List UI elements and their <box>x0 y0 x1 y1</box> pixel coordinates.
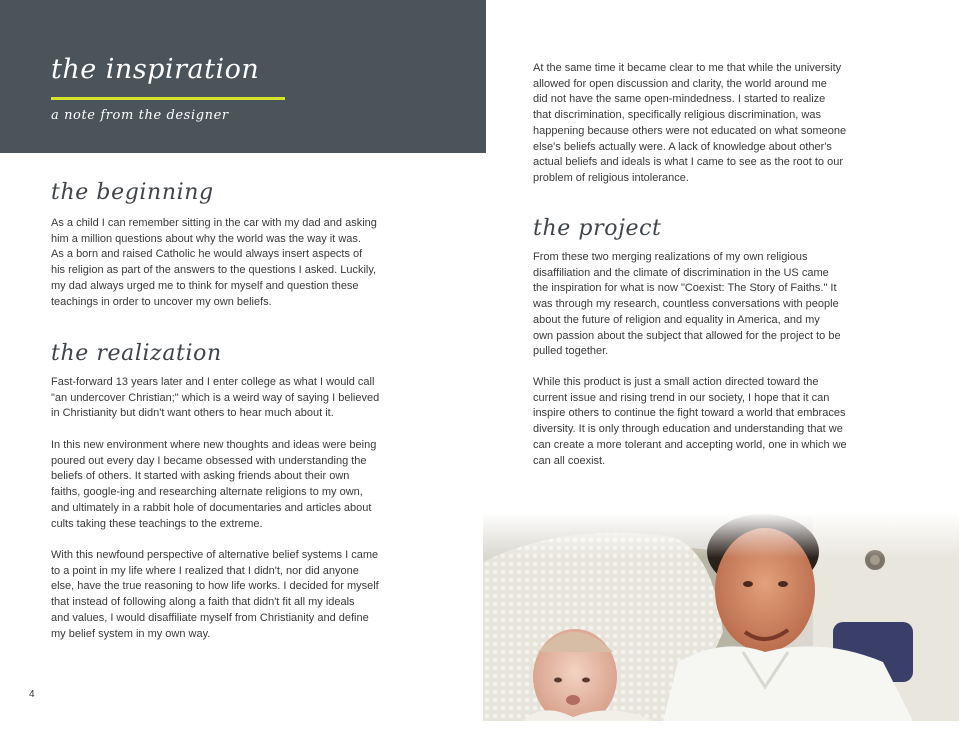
paragraph-beginning <box>51 216 377 310</box>
text-line: As a born and raised Catholic he would always insert aspects of <box>51 248 363 261</box>
text-line: faiths, google-ing and researching alternate religions to my own, <box>51 486 363 499</box>
text-line: At the same time it became clear to me that while the university <box>533 62 842 74</box>
text-line: can all coexist. <box>533 454 606 467</box>
text-line: was through my research, countless conversations with people <box>533 298 839 311</box>
paragraph-intro-right <box>533 61 846 187</box>
text-line: As a child I can remember sitting in the car with my dad and asking <box>51 217 377 229</box>
page-number: 4 <box>29 689 35 700</box>
text-line: In this new environment where new thoughts and ideas were being <box>51 439 377 451</box>
text-line: "an undercover Christian;" which is a weird way of saying I believed <box>51 391 380 404</box>
page-title: the inspiration <box>51 54 260 85</box>
text-line: With this newfound perspective of alternative belief systems I came <box>51 549 379 561</box>
text-line: the inspiration for what is now "Coexist: The Story of Faiths." It <box>533 282 837 295</box>
page-subtitle: a note from the designer <box>51 108 229 123</box>
text-line: diversity. It is only through education and understanding that we <box>533 423 843 436</box>
text-line: else, have the true reasoning to how life works. I decided for myself <box>51 580 379 593</box>
text-line: that instead of following along a faith that didn't fit all my ideals <box>51 596 355 609</box>
text-line: teachings in order to uncover my own beliefs. <box>51 295 272 308</box>
paragraph-realization-2 <box>51 438 376 532</box>
text-line: and values, I would disaffiliate myself from Christianity and define <box>51 611 369 624</box>
family-photo <box>483 512 959 721</box>
paragraph-realization-3 <box>51 548 379 642</box>
text-line: allowed for open discussion and clarity, the world around me <box>533 77 827 90</box>
text-line: own passion about the subject that allowed for the project to be <box>533 329 841 342</box>
text-line: to a point in my life where I realized that I didn't, nor did anyone <box>51 564 359 577</box>
text-line: about the future of religion and equality in America, and my <box>533 313 820 326</box>
text-line: inspire others to continue the fight toward a world that embraces <box>533 407 846 420</box>
text-line: current issue and rising trend in our society, I hope that it can <box>533 391 830 404</box>
text-line: my belief system in my own way. <box>51 627 211 640</box>
paragraph-project-1 <box>533 250 841 360</box>
text-line: happening because others were not educated on what someone <box>533 124 847 137</box>
accent-rule <box>51 97 285 100</box>
text-line: in Christianity but didn't want others to hear much about it. <box>51 407 334 420</box>
paragraph-project-2 <box>533 375 847 469</box>
text-line: disaffiliation and the climate of discrimination in the US came <box>533 266 829 279</box>
text-line: did not have the same open-mindedness. I started to realize <box>533 93 826 106</box>
text-line: actual beliefs and ideals is what I came to see as the root to our <box>533 156 844 169</box>
text-line: else's beliefs actually were. A lack of knowledge about other's <box>533 140 832 153</box>
text-line: cults taking these teachings to the extreme. <box>51 517 263 530</box>
text-line: can create a more tolerant and accepting world, one in which we <box>533 438 847 451</box>
text-line: poured out every day I became obsessed with understanding the <box>51 454 367 467</box>
text-line: pulled together. <box>533 345 609 358</box>
paragraph-realization-1 <box>51 375 379 422</box>
text-line: beliefs of others. It started with asking friends about their own <box>51 470 350 483</box>
text-line: From these two merging realizations of my own religious <box>533 251 808 263</box>
text-line: and ultimately in a rabbit hole of documentaries and articles about <box>51 501 372 514</box>
text-line: that discrimination, specifically religious discrimination, was <box>533 109 821 122</box>
heading-the-beginning: the beginning <box>51 180 214 205</box>
text-line: While this product is just a small action directed toward the <box>533 376 819 388</box>
text-line: his religion as part of the answers to the questions I asked. Luckily, <box>51 264 377 277</box>
heading-the-realization: the realization <box>51 341 222 366</box>
text-line: problem of religious intolerance. <box>533 171 689 184</box>
text-line: Fast-forward 13 years later and I enter college as what I would call <box>51 376 375 388</box>
heading-the-project: the project <box>533 216 662 241</box>
text-line: my dad always urged me to think for myself and question these <box>51 279 359 292</box>
text-line: him a million questions about why the world was the way it was. <box>51 232 361 245</box>
